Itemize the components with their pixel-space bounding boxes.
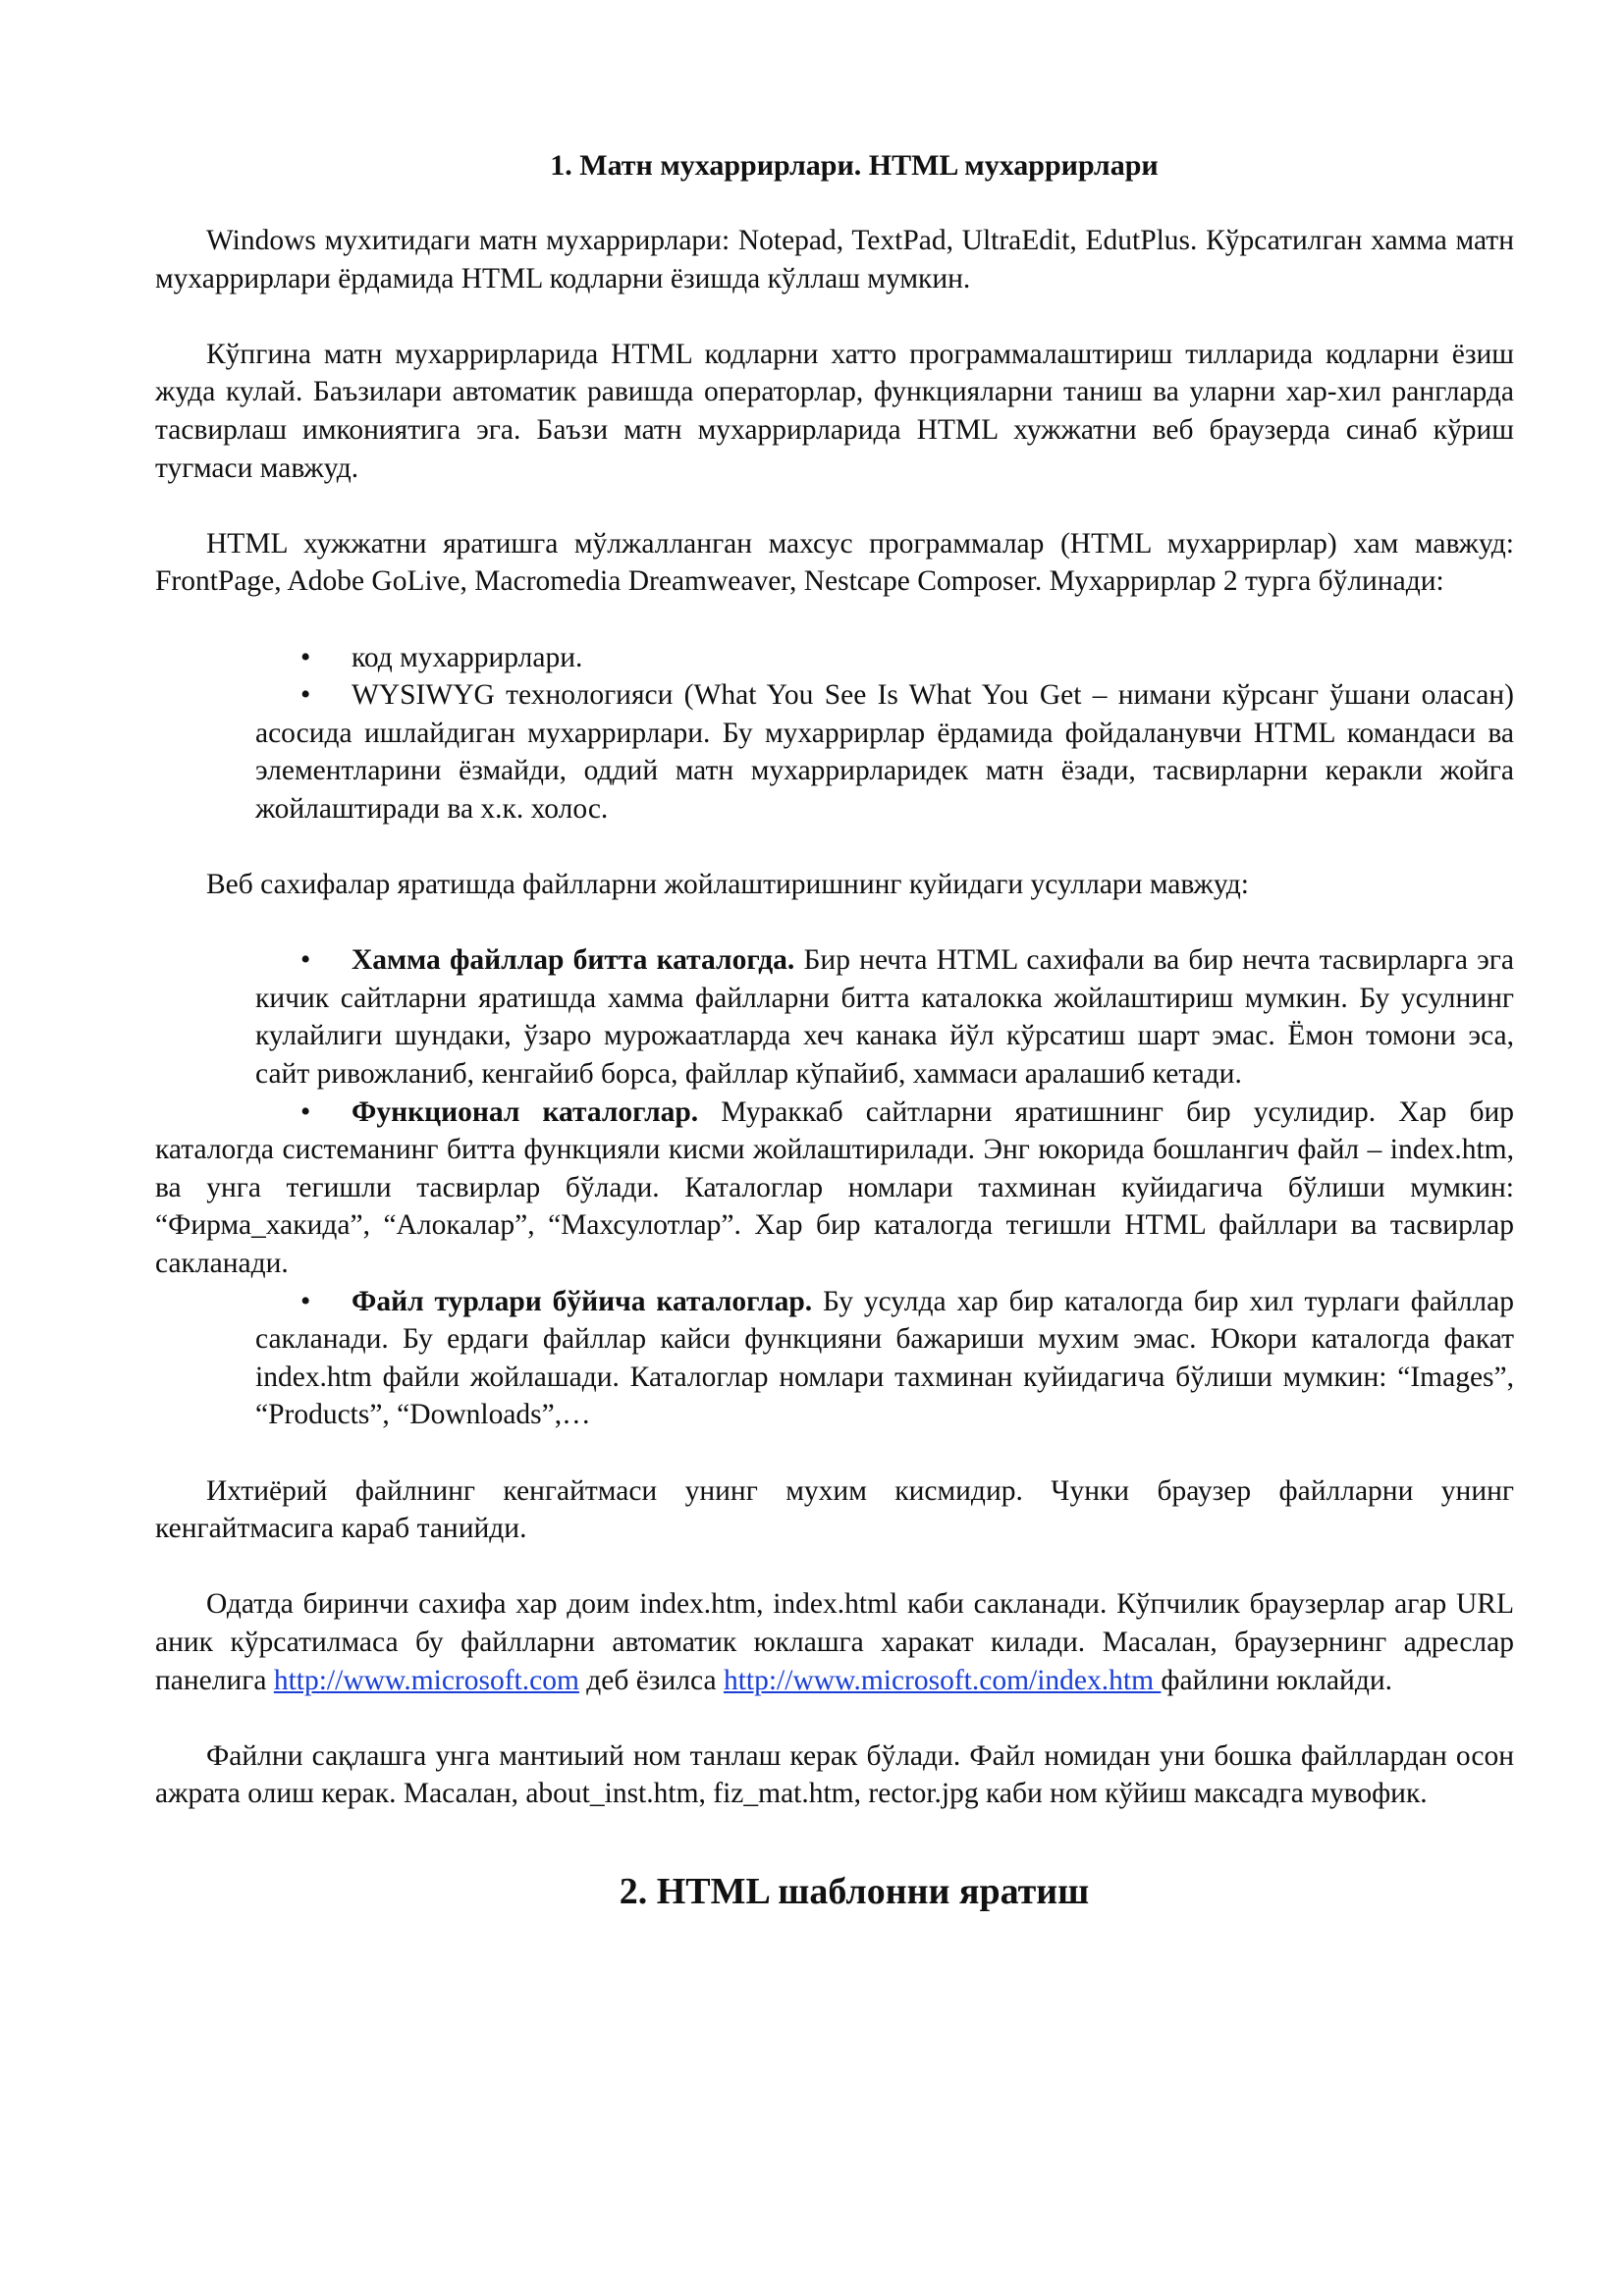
bullet-icon: • [300,944,311,977]
list-item [155,639,1514,677]
list-item [155,941,1514,1093]
text-segment: Одатда биринчи сахифа хар доим index.htm, index.html каби сакланади. Кўпчилик браузерлар агар URL аник кўрсатилмаса бу файлларни автоматик юклашга харакат килади. Масалан, браузернинг адреслар панелига [155,1588,1514,1696]
list-item-heading: Хамма файллар битта каталогда. [352,944,795,977]
document-page [155,147,1514,1913]
section-2-title: 2. HTML шаблонни яратиш [619,1870,1090,1912]
paragraph-index-page [155,1585,1514,1699]
list-item-text: Мураккаб сайтларни яратишнинг бир усулидир. Хар бир каталогда системанинг битта функцияли кисми жойлаштирилади. Энг юкорида бошлангич файл – index.htm, ва унга тегишли тасвирлар бўлади. Каталоглар номлари тахминан куйидагича бўлиши мумкин: “Фирма_хакида”, “Алокалар”, “Махсулотлар”. Хар бир каталогда тегишли HTML файллари ва тасвирлар сакланади. [155,1095,1515,1280]
text-segment: файлини юклайди. [1161,1664,1393,1696]
list-item [155,1094,1514,1283]
list-item [155,676,1514,828]
list-item-text: Бу усулда хар бир каталогда бир хил турлаги файллар сакланади. Бу ердаги файллар кайси функцияни бажариши мухим эмас. Юкори каталогда факат index.htm файли жойлашади. Каталоглар номлари тахминан куйидагича бўлиши мумкин: “Images”, “Products”, “Downloads”,… [255,1285,1515,1431]
list-item-text: Бир нечта HTML сахифали ва бир нечта тасвирларга эга кичик сайтларни яратишда хамма файлларни битта каталокка жойлаштириш мумкин. Бу усулнинг кулайлиги шундаки, ўзаро мурожаатларда хеч канака йўл кўрсатиш шарт эмас. Ёмон томони эса, сайт ривожланиб, кенгайиб борса, файллар кўпайиб, хаммаси аралашиб кетади. [255,944,1514,1091]
section-1-title: 1. Матн мухаррирлари. HTML мухаррирлари [550,149,1159,182]
text-segment: деб ёзилса [578,1664,724,1696]
list-item [155,1283,1514,1434]
list-item-heading: Файл турлари бўйича каталоглар. [352,1285,813,1317]
list-item-text: WYSIWYG технологияси (What You See Is What You Get – нимани кўрсанг ўшани оласан) асосида ишлайдиган мухаррирлари. Бу мухаррирлар ёрдамида фойдаланувчи HTML командаси ва элементларини ёзмайди, оддий матн мухаррирларидек матн ёзади, тасвирларни керакли жойга жойлаштиради ва х.к. холос. [255,679,1514,825]
file-placement-list [155,941,1514,1434]
bullet-icon: • [300,1285,311,1317]
editor-types-list [155,639,1514,828]
microsoft-index-link[interactable]: http://www.microsoft.com/index.htm [723,1664,1162,1696]
paragraph-file-extension: Ихтиёрий файлнинг кенгайтмаси унинг мухим кисмидир. Чунки браузер файлларни унинг кенгайтмасига караб танийди. [155,1474,1514,1545]
microsoft-link[interactable]: http://www.microsoft.com [273,1664,579,1696]
list-item-heading: Функционал каталоглар. [352,1095,699,1128]
paragraph-editors-windows: Windows мухитидаги матн мухаррирлари: Notepad, TextPad, UltraEdit, EdutPlus. Кўрсатилган хамма матн мухаррирлари ёрдамида HTML кодларни ёзишда кўллаш мумкин. [155,225,1514,294]
bullet-icon: • [300,641,311,673]
paragraph-file-naming: Файлни сақлашга унга мантиыий ном танлаш керак бўлади. Файл номидан уни бошка файллардан осон ажрата олиш керак. Масалан, about_inst.htm, fiz_mat.htm, rector.jpg каби ном кўйиш максадга мувофик. [155,1739,1514,1810]
list-item-text: код мухаррирлари. [352,641,583,673]
paragraph-editors-features: Кўпгина матн мухаррирларида HTML кодларни хатто программалаштириш тилларида кодларни ёзиш жуда кулай. Баъзилари автоматик равишда операторлар, функцияларни таниш ва уларни хар-хил рангларда тасвирлаш имкониятига эга. Баъзи матн мухаррирларида HTML хужжатни веб браузерда синаб кўриш тугмаси мавжуд. [155,338,1514,484]
paragraph-file-placement: Веб сахифалар яратишда файлларни жойлаштиришнинг куйидаги усуллари мавжуд: [206,869,1249,901]
bullet-icon: • [300,679,311,712]
bullet-icon: • [300,1095,311,1128]
paragraph-html-editors: HTML хужжатни яратишга мўлжалланган махсус программалар (HTML мухаррирлар) хам мавжуд: FrontPage, Adobe GoLive, Macromedia Dreamweaver, Nestcape Composer. Мухаррирлар 2 турга бўлинади: [155,527,1514,598]
